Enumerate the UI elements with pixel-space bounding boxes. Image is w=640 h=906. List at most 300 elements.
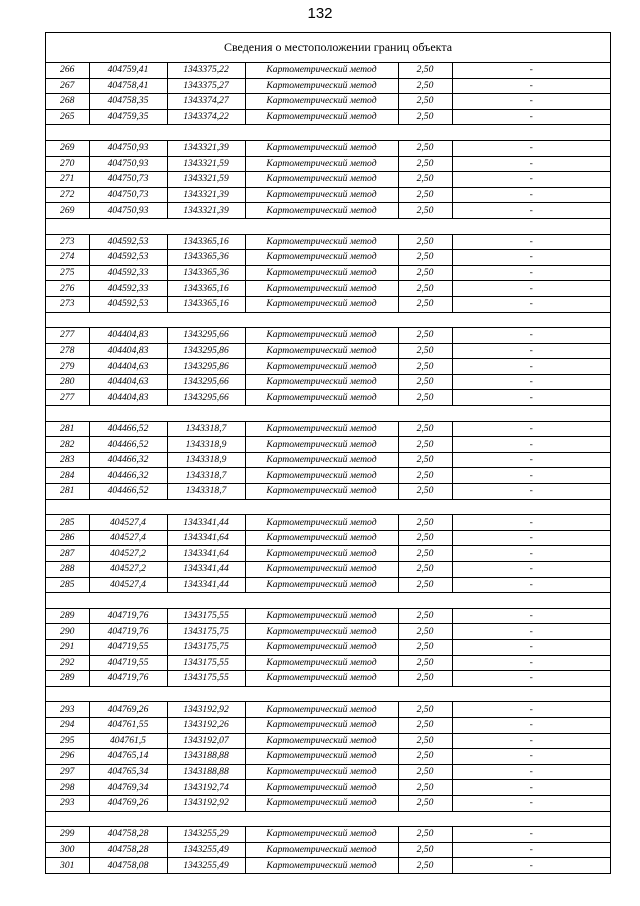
group-separator xyxy=(46,218,610,234)
coord-x-cell: 404769,34 xyxy=(89,780,167,796)
description-cell: - xyxy=(452,515,610,531)
table-row xyxy=(46,359,610,375)
description-cell: - xyxy=(452,858,610,874)
method-cell: Картометрический метод xyxy=(245,359,398,375)
coord-y-cell: 1343188,88 xyxy=(167,749,245,765)
description-cell: - xyxy=(452,156,610,172)
method-cell: Картометрический метод xyxy=(245,343,398,359)
method-cell: Картометрический метод xyxy=(245,468,398,484)
point-number-cell: 289 xyxy=(46,608,89,624)
description-cell: - xyxy=(452,577,610,593)
coord-x-cell: 404592,53 xyxy=(89,296,167,312)
description-cell: - xyxy=(452,437,610,453)
coord-y-cell: 1343318,7 xyxy=(167,484,245,500)
description-cell: - xyxy=(452,421,610,437)
method-cell: Картометрический метод xyxy=(245,562,398,578)
coord-x-cell: 404759,35 xyxy=(89,109,167,125)
point-number-cell: 291 xyxy=(46,639,89,655)
accuracy-cell: 2,50 xyxy=(398,655,452,671)
coord-x-cell: 404404,83 xyxy=(89,390,167,406)
table-row xyxy=(46,842,610,858)
coord-x-cell: 404719,76 xyxy=(89,624,167,640)
coord-x-cell: 404592,33 xyxy=(89,265,167,281)
accuracy-cell: 2,50 xyxy=(398,671,452,687)
description-cell: - xyxy=(452,172,610,188)
description-cell: - xyxy=(452,94,610,110)
description-cell: - xyxy=(452,203,610,219)
coord-y-cell: 1343192,92 xyxy=(167,795,245,811)
separator-cell xyxy=(46,811,610,827)
coord-y-cell: 1343318,7 xyxy=(167,421,245,437)
coord-y-cell: 1343295,86 xyxy=(167,343,245,359)
description-cell: - xyxy=(452,608,610,624)
table-row xyxy=(46,530,610,546)
description-cell: - xyxy=(452,827,610,843)
table-row xyxy=(46,764,610,780)
description-cell: - xyxy=(452,265,610,281)
description-cell: - xyxy=(452,359,610,375)
coord-x-cell: 404404,63 xyxy=(89,374,167,390)
table-row xyxy=(46,639,610,655)
point-number-cell: 283 xyxy=(46,452,89,468)
accuracy-cell: 2,50 xyxy=(398,437,452,453)
method-cell: Картометрический метод xyxy=(245,234,398,250)
accuracy-cell: 2,50 xyxy=(398,624,452,640)
method-cell: Картометрический метод xyxy=(245,858,398,874)
coord-x-cell: 404404,83 xyxy=(89,328,167,344)
coord-x-cell: 404758,35 xyxy=(89,94,167,110)
coord-y-cell: 1343192,92 xyxy=(167,702,245,718)
coord-x-cell: 404592,53 xyxy=(89,234,167,250)
description-cell: - xyxy=(452,562,610,578)
method-cell: Картометрический метод xyxy=(245,374,398,390)
coord-x-cell: 404527,4 xyxy=(89,530,167,546)
point-number-cell: 293 xyxy=(46,795,89,811)
description-cell: - xyxy=(452,234,610,250)
point-number-cell: 268 xyxy=(46,94,89,110)
boundary-points-table xyxy=(46,63,610,874)
method-cell: Картометрический метод xyxy=(245,437,398,453)
separator-cell xyxy=(46,312,610,328)
point-number-cell: 294 xyxy=(46,717,89,733)
point-number-cell: 285 xyxy=(46,515,89,531)
point-number-cell: 271 xyxy=(46,172,89,188)
method-cell: Картометрический метод xyxy=(245,717,398,733)
separator-cell xyxy=(46,406,610,422)
description-cell: - xyxy=(452,780,610,796)
method-cell: Картометрический метод xyxy=(245,780,398,796)
method-cell: Картометрический метод xyxy=(245,156,398,172)
method-cell: Картометрический метод xyxy=(245,281,398,297)
group-separator xyxy=(46,499,610,515)
coord-y-cell: 1343295,66 xyxy=(167,390,245,406)
accuracy-cell: 2,50 xyxy=(398,94,452,110)
accuracy-cell: 2,50 xyxy=(398,842,452,858)
table-row xyxy=(46,78,610,94)
description-cell: - xyxy=(452,281,610,297)
coord-x-cell: 404750,93 xyxy=(89,156,167,172)
description-cell: - xyxy=(452,764,610,780)
point-number-cell: 293 xyxy=(46,702,89,718)
coord-y-cell: 1343188,88 xyxy=(167,764,245,780)
table-row xyxy=(46,577,610,593)
description-cell: - xyxy=(452,749,610,765)
method-cell: Картометрический метод xyxy=(245,140,398,156)
point-number-cell: 297 xyxy=(46,764,89,780)
table-row xyxy=(46,234,610,250)
group-separator xyxy=(46,593,610,609)
coord-x-cell: 404758,28 xyxy=(89,827,167,843)
separator-cell xyxy=(46,593,610,609)
table-row xyxy=(46,343,610,359)
accuracy-cell: 2,50 xyxy=(398,546,452,562)
description-cell: - xyxy=(452,733,610,749)
table-row xyxy=(46,187,610,203)
method-cell: Картометрический метод xyxy=(245,749,398,765)
description-cell: - xyxy=(452,390,610,406)
coord-y-cell: 1343375,27 xyxy=(167,78,245,94)
point-number-cell: 270 xyxy=(46,156,89,172)
separator-cell xyxy=(46,686,610,702)
coord-y-cell: 1343341,64 xyxy=(167,530,245,546)
coord-x-cell: 404404,83 xyxy=(89,343,167,359)
method-cell: Картометрический метод xyxy=(245,63,398,78)
accuracy-cell: 2,50 xyxy=(398,452,452,468)
coord-y-cell: 1343321,39 xyxy=(167,140,245,156)
coord-y-cell: 1343321,39 xyxy=(167,203,245,219)
coord-y-cell: 1343375,22 xyxy=(167,63,245,78)
coord-x-cell: 404719,55 xyxy=(89,655,167,671)
method-cell: Картометрический метод xyxy=(245,452,398,468)
coord-x-cell: 404750,93 xyxy=(89,203,167,219)
method-cell: Картометрический метод xyxy=(245,78,398,94)
point-number-cell: 272 xyxy=(46,187,89,203)
description-cell: - xyxy=(452,187,610,203)
description-cell: - xyxy=(452,546,610,562)
point-number-cell: 301 xyxy=(46,858,89,874)
coord-x-cell: 404527,4 xyxy=(89,577,167,593)
point-number-cell: 277 xyxy=(46,328,89,344)
coord-y-cell: 1343341,44 xyxy=(167,562,245,578)
point-number-cell: 269 xyxy=(46,140,89,156)
accuracy-cell: 2,50 xyxy=(398,140,452,156)
table-row xyxy=(46,265,610,281)
coord-x-cell: 404466,52 xyxy=(89,421,167,437)
method-cell: Картометрический метод xyxy=(245,265,398,281)
coord-y-cell: 1343255,29 xyxy=(167,827,245,843)
coord-y-cell: 1343318,7 xyxy=(167,468,245,484)
description-cell: - xyxy=(452,484,610,500)
coord-y-cell: 1343321,59 xyxy=(167,172,245,188)
coord-x-cell: 404750,73 xyxy=(89,187,167,203)
coord-x-cell: 404592,33 xyxy=(89,281,167,297)
coord-x-cell: 404750,73 xyxy=(89,172,167,188)
method-cell: Картометрический метод xyxy=(245,733,398,749)
method-cell: Картометрический метод xyxy=(245,608,398,624)
table-row xyxy=(46,421,610,437)
coord-y-cell: 1343255,49 xyxy=(167,858,245,874)
coord-y-cell: 1343318,9 xyxy=(167,452,245,468)
coord-x-cell: 404719,76 xyxy=(89,608,167,624)
accuracy-cell: 2,50 xyxy=(398,172,452,188)
description-cell: - xyxy=(452,374,610,390)
table-row xyxy=(46,140,610,156)
coord-y-cell: 1343175,75 xyxy=(167,639,245,655)
table-row xyxy=(46,156,610,172)
point-number-cell: 292 xyxy=(46,655,89,671)
point-number-cell: 299 xyxy=(46,827,89,843)
description-cell: - xyxy=(452,250,610,266)
method-cell: Картометрический метод xyxy=(245,296,398,312)
coord-x-cell: 404769,26 xyxy=(89,795,167,811)
coord-x-cell: 404758,28 xyxy=(89,842,167,858)
coord-x-cell: 404761,5 xyxy=(89,733,167,749)
coord-y-cell: 1343175,55 xyxy=(167,655,245,671)
group-separator xyxy=(46,125,610,141)
coord-y-cell: 1343365,16 xyxy=(167,234,245,250)
method-cell: Картометрический метод xyxy=(245,484,398,500)
point-number-cell: 281 xyxy=(46,484,89,500)
accuracy-cell: 2,50 xyxy=(398,234,452,250)
accuracy-cell: 2,50 xyxy=(398,702,452,718)
description-cell: - xyxy=(452,78,610,94)
point-number-cell: 286 xyxy=(46,530,89,546)
method-cell: Картометрический метод xyxy=(245,328,398,344)
point-number-cell: 266 xyxy=(46,63,89,78)
method-cell: Картометрический метод xyxy=(245,515,398,531)
description-cell: - xyxy=(452,530,610,546)
method-cell: Картометрический метод xyxy=(245,421,398,437)
accuracy-cell: 2,50 xyxy=(398,639,452,655)
table-row xyxy=(46,203,610,219)
method-cell: Картометрический метод xyxy=(245,250,398,266)
method-cell: Картометрический метод xyxy=(245,702,398,718)
point-number-cell: 277 xyxy=(46,390,89,406)
method-cell: Картометрический метод xyxy=(245,639,398,655)
table-row xyxy=(46,624,610,640)
table-row xyxy=(46,452,610,468)
point-number-cell: 269 xyxy=(46,203,89,219)
point-number-cell: 276 xyxy=(46,281,89,297)
accuracy-cell: 2,50 xyxy=(398,577,452,593)
separator-cell xyxy=(46,125,610,141)
method-cell: Картометрический метод xyxy=(245,390,398,406)
coord-y-cell: 1343295,66 xyxy=(167,374,245,390)
accuracy-cell: 2,50 xyxy=(398,608,452,624)
accuracy-cell: 2,50 xyxy=(398,109,452,125)
group-separator xyxy=(46,811,610,827)
coord-x-cell: 404761,55 xyxy=(89,717,167,733)
coord-y-cell: 1343365,36 xyxy=(167,250,245,266)
accuracy-cell: 2,50 xyxy=(398,281,452,297)
section-title: Сведения о местоположении границ объекта xyxy=(46,33,610,63)
method-cell: Картометрический метод xyxy=(245,94,398,110)
coord-x-cell: 404527,2 xyxy=(89,562,167,578)
point-number-cell: 288 xyxy=(46,562,89,578)
coord-y-cell: 1343192,26 xyxy=(167,717,245,733)
coord-x-cell: 404769,26 xyxy=(89,702,167,718)
point-number-cell: 265 xyxy=(46,109,89,125)
point-number-cell: 295 xyxy=(46,733,89,749)
table-row xyxy=(46,655,610,671)
group-separator xyxy=(46,312,610,328)
description-cell: - xyxy=(452,702,610,718)
table-row xyxy=(46,281,610,297)
description-cell: - xyxy=(452,624,610,640)
point-number-cell: 279 xyxy=(46,359,89,375)
accuracy-cell: 2,50 xyxy=(398,780,452,796)
method-cell: Картометрический метод xyxy=(245,842,398,858)
point-number-cell: 273 xyxy=(46,296,89,312)
description-cell: - xyxy=(452,795,610,811)
coord-x-cell: 404466,52 xyxy=(89,437,167,453)
table-row xyxy=(46,795,610,811)
table-row xyxy=(46,515,610,531)
coord-x-cell: 404765,14 xyxy=(89,749,167,765)
point-number-cell: 285 xyxy=(46,577,89,593)
method-cell: Картометрический метод xyxy=(245,795,398,811)
table-row xyxy=(46,671,610,687)
coord-x-cell: 404765,34 xyxy=(89,764,167,780)
method-cell: Картометрический метод xyxy=(245,764,398,780)
accuracy-cell: 2,50 xyxy=(398,733,452,749)
accuracy-cell: 2,50 xyxy=(398,203,452,219)
coord-x-cell: 404758,08 xyxy=(89,858,167,874)
coord-y-cell: 1343321,59 xyxy=(167,156,245,172)
table-row xyxy=(46,468,610,484)
method-cell: Картометрический метод xyxy=(245,203,398,219)
accuracy-cell: 2,50 xyxy=(398,328,452,344)
method-cell: Картометрический метод xyxy=(245,577,398,593)
accuracy-cell: 2,50 xyxy=(398,468,452,484)
point-number-cell: 284 xyxy=(46,468,89,484)
method-cell: Картометрический метод xyxy=(245,546,398,562)
coord-y-cell: 1343374,22 xyxy=(167,109,245,125)
point-number-cell: 278 xyxy=(46,343,89,359)
accuracy-cell: 2,50 xyxy=(398,343,452,359)
point-number-cell: 287 xyxy=(46,546,89,562)
accuracy-cell: 2,50 xyxy=(398,764,452,780)
table-row xyxy=(46,296,610,312)
point-number-cell: 274 xyxy=(46,250,89,266)
table-row xyxy=(46,608,610,624)
coord-x-cell: 404466,32 xyxy=(89,452,167,468)
point-number-cell: 298 xyxy=(46,780,89,796)
method-cell: Картометрический метод xyxy=(245,109,398,125)
separator-cell xyxy=(46,218,610,234)
table-row xyxy=(46,484,610,500)
coord-y-cell: 1343341,44 xyxy=(167,515,245,531)
table-row xyxy=(46,109,610,125)
group-separator xyxy=(46,686,610,702)
points-table-body xyxy=(46,63,610,873)
accuracy-cell: 2,50 xyxy=(398,374,452,390)
table-row xyxy=(46,733,610,749)
coord-x-cell: 404719,55 xyxy=(89,639,167,655)
accuracy-cell: 2,50 xyxy=(398,484,452,500)
table-row xyxy=(46,780,610,796)
coord-x-cell: 404592,53 xyxy=(89,250,167,266)
table-row xyxy=(46,437,610,453)
coord-y-cell: 1343321,39 xyxy=(167,187,245,203)
table-row xyxy=(46,63,610,78)
accuracy-cell: 2,50 xyxy=(398,359,452,375)
point-number-cell: 280 xyxy=(46,374,89,390)
coord-x-cell: 404527,4 xyxy=(89,515,167,531)
description-cell: - xyxy=(452,468,610,484)
table-row xyxy=(46,374,610,390)
coord-x-cell: 404719,76 xyxy=(89,671,167,687)
accuracy-cell: 2,50 xyxy=(398,78,452,94)
accuracy-cell: 2,50 xyxy=(398,530,452,546)
description-cell: - xyxy=(452,109,610,125)
table-row xyxy=(46,702,610,718)
coord-x-cell: 404759,41 xyxy=(89,63,167,78)
page-number: 132 xyxy=(307,5,333,22)
coord-y-cell: 1343192,07 xyxy=(167,733,245,749)
accuracy-cell: 2,50 xyxy=(398,515,452,531)
accuracy-cell: 2,50 xyxy=(398,265,452,281)
accuracy-cell: 2,50 xyxy=(398,858,452,874)
separator-cell xyxy=(46,499,610,515)
boundary-section xyxy=(45,32,611,874)
method-cell: Картометрический метод xyxy=(245,172,398,188)
coord-x-cell: 404466,32 xyxy=(89,468,167,484)
description-cell: - xyxy=(452,63,610,78)
coord-x-cell: 404404,63 xyxy=(89,359,167,375)
coord-y-cell: 1343192,74 xyxy=(167,780,245,796)
coord-y-cell: 1343374,27 xyxy=(167,94,245,110)
coord-y-cell: 1343175,55 xyxy=(167,608,245,624)
description-cell: - xyxy=(452,717,610,733)
point-number-cell: 300 xyxy=(46,842,89,858)
accuracy-cell: 2,50 xyxy=(398,421,452,437)
method-cell: Картометрический метод xyxy=(245,624,398,640)
coord-y-cell: 1343341,44 xyxy=(167,577,245,593)
accuracy-cell: 2,50 xyxy=(398,795,452,811)
accuracy-cell: 2,50 xyxy=(398,717,452,733)
accuracy-cell: 2,50 xyxy=(398,250,452,266)
accuracy-cell: 2,50 xyxy=(398,827,452,843)
group-separator xyxy=(46,406,610,422)
coord-x-cell: 404527,2 xyxy=(89,546,167,562)
method-cell: Картометрический метод xyxy=(245,671,398,687)
coord-y-cell: 1343365,16 xyxy=(167,296,245,312)
table-row xyxy=(46,250,610,266)
coord-y-cell: 1343365,36 xyxy=(167,265,245,281)
table-row xyxy=(46,546,610,562)
point-number-cell: 289 xyxy=(46,671,89,687)
accuracy-cell: 2,50 xyxy=(398,63,452,78)
description-cell: - xyxy=(452,842,610,858)
coord-y-cell: 1343255,49 xyxy=(167,842,245,858)
table-row xyxy=(46,562,610,578)
description-cell: - xyxy=(452,343,610,359)
table-row xyxy=(46,390,610,406)
coord-x-cell: 404466,52 xyxy=(89,484,167,500)
accuracy-cell: 2,50 xyxy=(398,156,452,172)
coord-y-cell: 1343175,75 xyxy=(167,624,245,640)
coord-y-cell: 1343295,86 xyxy=(167,359,245,375)
description-cell: - xyxy=(452,140,610,156)
description-cell: - xyxy=(452,655,610,671)
point-number-cell: 273 xyxy=(46,234,89,250)
description-cell: - xyxy=(452,296,610,312)
accuracy-cell: 2,50 xyxy=(398,187,452,203)
description-cell: - xyxy=(452,328,610,344)
table-row xyxy=(46,858,610,874)
coord-y-cell: 1343175,55 xyxy=(167,671,245,687)
